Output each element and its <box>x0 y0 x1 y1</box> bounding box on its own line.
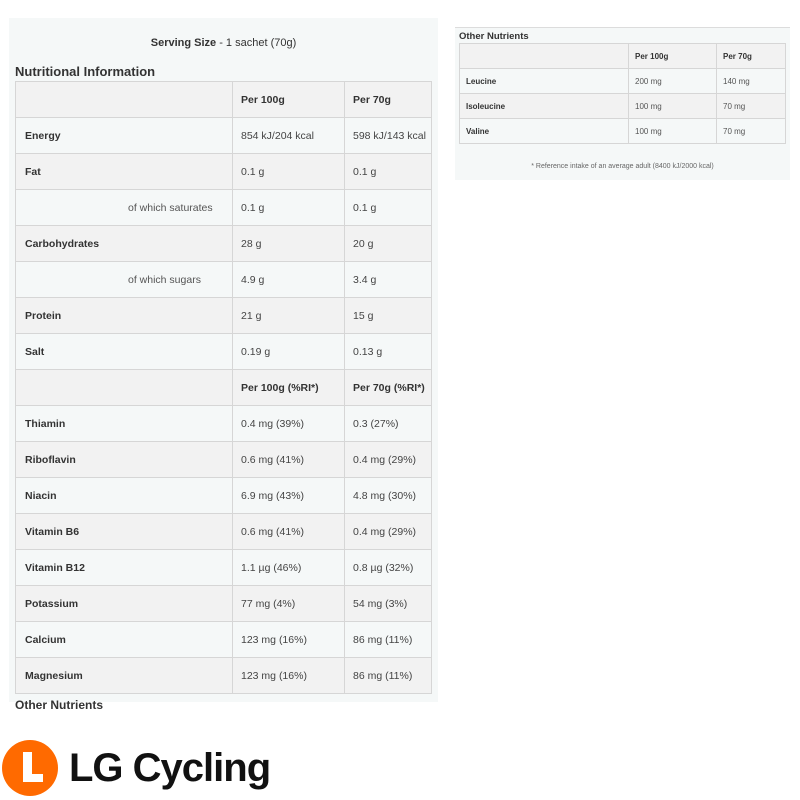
table-row <box>16 298 432 334</box>
per-100g-cell: 4.9 g <box>233 262 345 298</box>
row-label: Carbohydrates <box>16 226 233 262</box>
per-70g-cell: 0.3 (27%) <box>345 406 432 442</box>
row-label <box>16 370 233 406</box>
brand-logo <box>2 738 270 798</box>
row-label: Potassium <box>16 586 233 622</box>
per-100g-cell: 0.19 g <box>233 334 345 370</box>
per-100g-cell: 21 g <box>233 298 345 334</box>
per-70g-cell: 598 kJ/143 kcal <box>345 118 432 154</box>
row-label: of which sugars <box>16 262 233 298</box>
per-70g-cell: Per 70g (%RI*) <box>345 370 432 406</box>
table-row <box>16 154 432 190</box>
per-70g-cell: 54 mg (3%) <box>345 586 432 622</box>
per-70g-cell: 3.4 g <box>345 262 432 298</box>
row-label: Thiamin <box>16 406 233 442</box>
per-100g-cell: 0.1 g <box>233 190 345 226</box>
table-row <box>460 94 786 119</box>
logo-text: LG Cycling <box>69 745 271 790</box>
nutrition-title: Nutritional Information <box>15 64 156 79</box>
table-row <box>16 622 432 658</box>
serving-size-value: - 1 sachet (70g) <box>216 37 297 49</box>
per-100g-cell: 28 g <box>233 226 345 262</box>
row-label <box>16 82 233 118</box>
nutrition-table <box>15 81 432 694</box>
per-100g-cell: 1.1 µg (46%) <box>233 550 345 586</box>
per-70g-cell: 70 mg <box>717 119 786 144</box>
reference-footnote: * Reference intake of an average adult (8400 kJ/2000 kcal) <box>531 163 714 170</box>
table-row <box>16 118 432 154</box>
nutrition-panel <box>9 18 438 712</box>
per-100g-cell: 854 kJ/204 kcal <box>233 118 345 154</box>
other-nutrients-title: Other Nutrients <box>459 31 529 42</box>
per-70g-cell: 140 mg <box>717 69 786 94</box>
row-label <box>460 44 629 69</box>
table-row <box>16 586 432 622</box>
per-70g-cell: 0.1 g <box>345 190 432 226</box>
row-label: Salt <box>16 334 233 370</box>
per-70g-cell: Per 70g <box>717 44 786 69</box>
per-100g-cell: 123 mg (16%) <box>233 622 345 658</box>
serving-size-label: Serving Size <box>150 37 217 49</box>
table-row <box>16 514 432 550</box>
per-100g-cell: Per 100g (%RI*) <box>233 370 345 406</box>
table-row <box>460 69 786 94</box>
other-nutrients-panel <box>455 27 790 180</box>
per-100g-cell: 77 mg (4%) <box>233 586 345 622</box>
per-100g-cell: Per 100g <box>629 44 717 69</box>
per-100g-cell: 123 mg (16%) <box>233 658 345 694</box>
table-row <box>16 226 432 262</box>
row-label: Valine <box>460 119 629 144</box>
cutoff-heading: Other Nutrients <box>15 698 104 712</box>
table-row <box>16 550 432 586</box>
row-label: Isoleucine <box>460 94 629 119</box>
per-70g-cell: 0.8 µg (32%) <box>345 550 432 586</box>
per-70g-cell: 15 g <box>345 298 432 334</box>
row-label: Energy <box>16 118 233 154</box>
per-100g-cell: 0.1 g <box>233 154 345 190</box>
serving-size <box>9 37 438 49</box>
per-100g-cell: Per 100g <box>233 82 345 118</box>
table-row <box>16 478 432 514</box>
table-row <box>16 262 432 298</box>
per-100g-cell: 0.6 mg (41%) <box>233 514 345 550</box>
table-row <box>460 44 786 69</box>
table-row <box>16 658 432 694</box>
row-label: Protein <box>16 298 233 334</box>
per-70g-cell: 4.8 mg (30%) <box>345 478 432 514</box>
other-nutrients-table <box>459 43 786 144</box>
logo-l-icon <box>2 740 58 796</box>
per-70g-cell: Per 70g <box>345 82 432 118</box>
row-label: Niacin <box>16 478 233 514</box>
per-70g-cell: 20 g <box>345 226 432 262</box>
per-70g-cell: 86 mg (11%) <box>345 622 432 658</box>
table-row <box>16 334 432 370</box>
row-label: Riboflavin <box>16 442 233 478</box>
per-100g-cell: 200 mg <box>629 69 717 94</box>
per-70g-cell: 86 mg (11%) <box>345 658 432 694</box>
per-100g-cell: 0.6 mg (41%) <box>233 442 345 478</box>
table-row <box>16 406 432 442</box>
table-row <box>16 82 432 118</box>
per-100g-cell: 100 mg <box>629 119 717 144</box>
per-100g-cell: 100 mg <box>629 94 717 119</box>
row-label: Magnesium <box>16 658 233 694</box>
per-70g-cell: 0.4 mg (29%) <box>345 442 432 478</box>
per-100g-cell: 6.9 mg (43%) <box>233 478 345 514</box>
per-70g-cell: 70 mg <box>717 94 786 119</box>
table-row <box>16 442 432 478</box>
per-100g-cell: 0.4 mg (39%) <box>233 406 345 442</box>
per-70g-cell: 0.1 g <box>345 154 432 190</box>
row-label: Calcium <box>16 622 233 658</box>
table-row <box>460 119 786 144</box>
row-label: of which saturates <box>16 190 233 226</box>
table-row <box>16 190 432 226</box>
row-label: Fat <box>16 154 233 190</box>
per-70g-cell: 0.13 g <box>345 334 432 370</box>
row-label: Vitamin B12 <box>16 550 233 586</box>
row-label: Leucine <box>460 69 629 94</box>
per-70g-cell: 0.4 mg (29%) <box>345 514 432 550</box>
row-label: Vitamin B6 <box>16 514 233 550</box>
table-row <box>16 370 432 406</box>
